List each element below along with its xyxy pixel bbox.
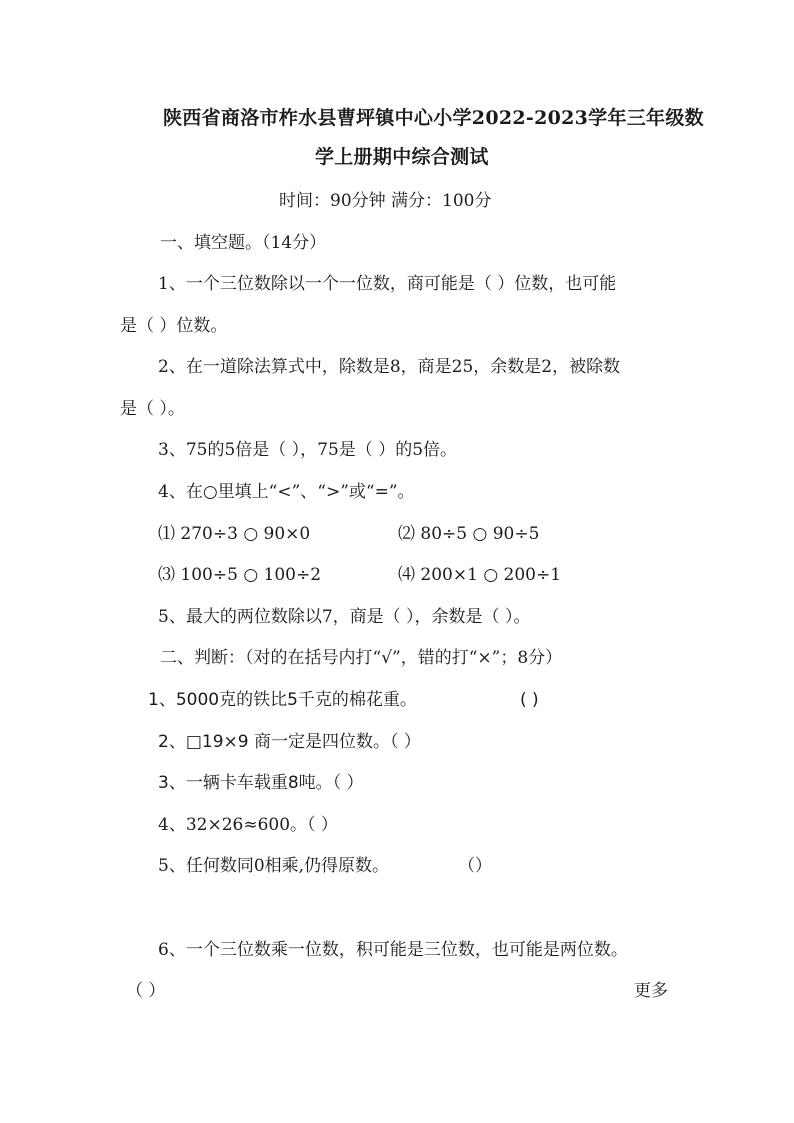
judge-1-paren: ( ) [520, 690, 539, 710]
title-line-1: 陕西省商洛市柞水县曹坪镇中心小学2022-2023学年三年级数 [163, 107, 704, 129]
q2-line-1: 2、在一道除法算式中，除数是8，商是25，余数是2，被除数 [158, 357, 621, 377]
judge-6-paren: （ ） [126, 981, 166, 1001]
q4-item-3: ⑶ 100÷5 ○ 100÷2 [158, 565, 322, 585]
judge-6: 6、一个三位数乘一位数，积可能是三位数，也可能是两位数。 [158, 940, 628, 960]
judge-5: 5、任何数同0相乘,仍得原数。 [158, 856, 390, 876]
title-line-2: 学上册期中综合测试 [315, 146, 489, 168]
more-link[interactable]: 更多 [634, 981, 668, 1001]
q4-item-4: ⑷ 200×1 ○ 200÷1 [398, 565, 562, 585]
q5: 5、最大的两位数除以7，商是（ ），余数是（ ）。 [158, 607, 531, 627]
judge-1: 1、5000克的铁比5千克的棉花重。 [148, 690, 417, 710]
q4-item-2: ⑵ 80÷5 ○ 90÷5 [398, 524, 540, 544]
judge-4: 4、32×26≈600。（ ） [158, 815, 338, 835]
q1-line-2: 是（ ）位数。 [120, 316, 228, 336]
exam-info: 时间：90分钟 满分：100分 [279, 191, 492, 211]
q2-line-2: 是（ ）。 [120, 399, 185, 419]
q4: 4、在○里填上“<”、“>”或“=”。 [158, 482, 415, 502]
q1-line-1: 1、一个三位数除以一个一位数，商可能是（ ）位数，也可能 [158, 274, 617, 294]
judge-3: 3、一辆卡车载重8吨。（ ） [158, 773, 364, 793]
section1-heading: 一、填空题。（14分） [160, 233, 327, 253]
judge-2: 2、□19×9 商一定是四位数。（ ） [158, 732, 421, 752]
judge-5-paren: （） [458, 856, 492, 876]
q3: 3、75的5倍是（ ），75是（ ）的5倍。 [158, 440, 458, 460]
q4-item-1: ⑴ 270÷3 ○ 90×0 [158, 524, 311, 544]
section2-heading: 二、判断：（对的在括号内打“√”，错的打“×”；8分） [160, 648, 563, 668]
